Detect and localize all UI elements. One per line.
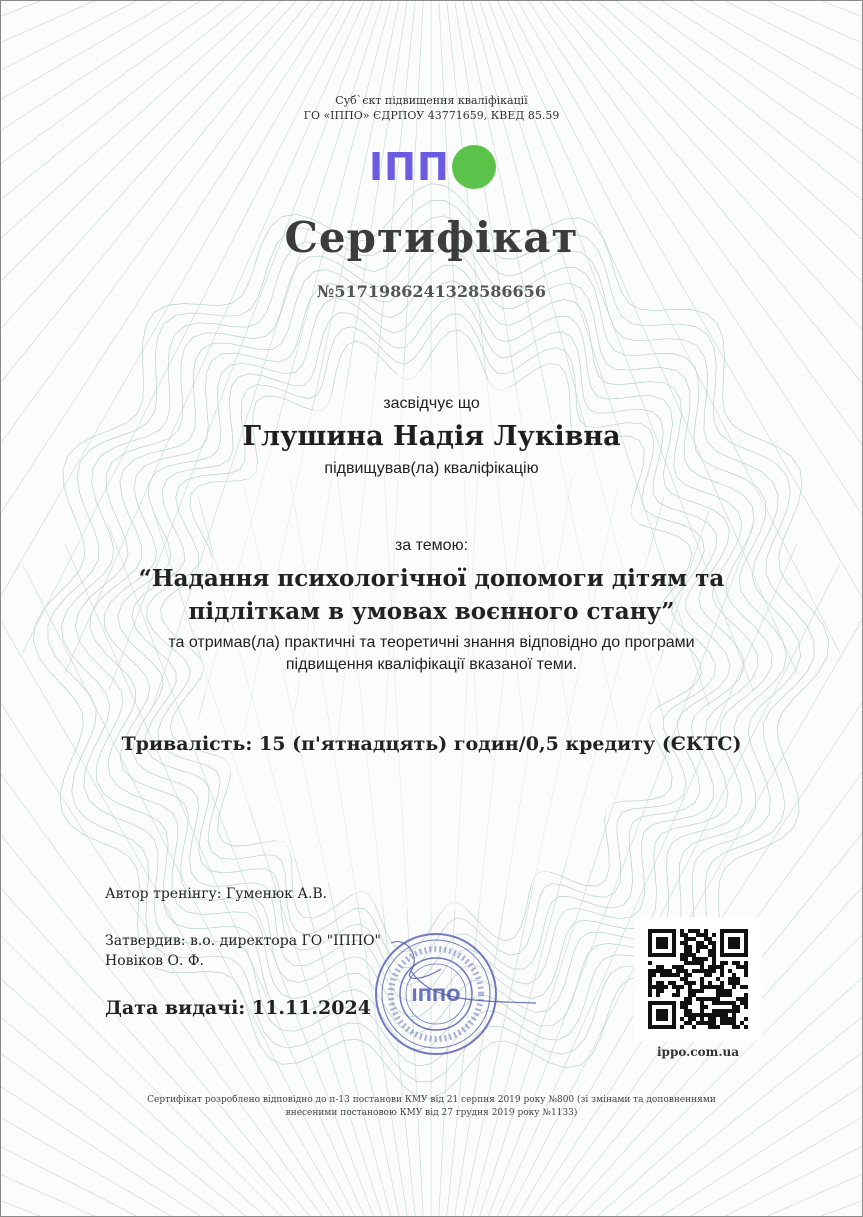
stamp-text: ІППО	[411, 986, 461, 1006]
duration: Тривалість: 15 (п'ятнадцять) годин/0,5 кредиту (ЄКТС)	[121, 733, 742, 755]
signature	[351, 931, 551, 1031]
approved-line-1: Затвердив: в.о. директора ГО "ІППО"	[105, 933, 381, 949]
footer-line-2: внесеними постановою КМУ від 27 грудня 2019 року №1133)	[285, 1108, 578, 1118]
received-line-2: підвищення кваліфікації вказаної теми.	[285, 656, 578, 673]
topic-label: за темою:	[394, 537, 469, 554]
topic-line-2: підліткам в умовах воєнного стану”	[188, 598, 675, 625]
topic-line-1: “Надання психологічної допомоги дітям та	[138, 565, 725, 592]
received-line-1: та отримав(ла) практичні та теоретичні знання відповідно до програми	[168, 634, 695, 651]
improved-text: підвищував(ла) кваліфікацію	[324, 460, 539, 477]
logo-letters: ІПП	[369, 145, 450, 189]
received-knowledge-text	[1, 632, 862, 676]
website-link[interactable]: ippo.com.ua	[657, 1045, 739, 1059]
certifies-text: засвідчує що	[383, 395, 480, 412]
issue-date: Дата видачі: 11.11.2024	[105, 997, 371, 1019]
training-author: Автор тренінгу: Гуменюк А.В.	[105, 886, 328, 902]
legal-footer	[1, 1094, 862, 1120]
certificate-title: Сертифікат	[284, 213, 579, 262]
qr-code-box	[634, 917, 762, 1041]
approved-by	[105, 931, 381, 971]
topic-title	[1, 562, 862, 628]
approved-line-2: Новіков О. Ф.	[105, 953, 204, 969]
logo-green-circle	[452, 145, 496, 189]
issuer-line-2: ГО «ІППО» ЄДРПОУ 43771659, КВЕД 85.59	[303, 109, 560, 122]
issuer-info	[1, 93, 862, 123]
qr-code	[648, 929, 748, 1029]
certificate-number: №5171986241328586656	[317, 282, 546, 301]
footer-line-1: Сертифікат розроблено відповідно до п-13 постанови КМУ від 21 серпня 2019 року №800 (зі змінами та доповненнями	[147, 1095, 716, 1105]
issuer-line-1: Суб`єкт підвищення кваліфікації	[335, 94, 528, 107]
recipient-name: Глушина Надія Луківна	[242, 421, 621, 452]
ippo-logo	[369, 144, 496, 190]
